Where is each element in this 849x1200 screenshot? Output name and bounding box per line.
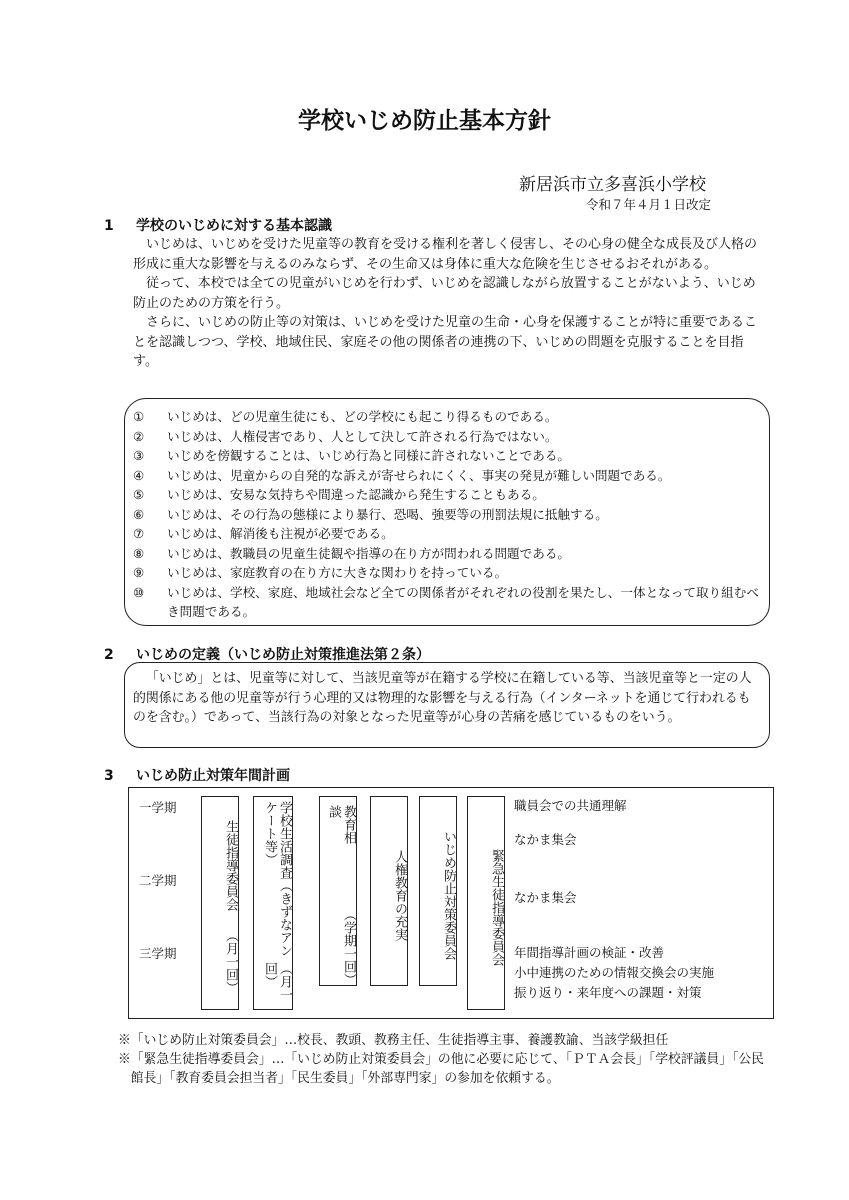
column-main: 人権教育の充実 <box>392 849 407 941</box>
activity-item: 振り返り・来年度への課題・対策 <box>514 985 702 1000</box>
list-item: ① いじめは、どの児童生徒にも、どの学校にも起こり得るものである。 <box>133 409 558 424</box>
section-number: 2 <box>104 647 114 663</box>
section-title: いじめ防止対策年間計画 <box>136 768 290 784</box>
term-label: 一学期 <box>139 800 177 815</box>
paragraph: いじめは、いじめを受けた児童等の教育を受ける権利を著しく侵害し、その心身の健全な成長及び人格の形成に重大な影響を与えるのみならず、その生命又は身体に重大な危険を生じさせるおそれがある。 <box>133 237 758 272</box>
column-sub: （月一回） <box>223 929 238 994</box>
plan-column <box>253 796 293 1010</box>
list-item: ② いじめは、人権侵害であり、人として決して許される行為ではない。 <box>133 428 558 444</box>
note: ※「緊急生徒指導委員会」…「いじめ防止対策委員会」の他に必要に応じて、「ＰＴＡ会長」「学校評議員」「公民館長」「教育委員会担当者」「民生委員」「外部専門家」の参加を依頼する。 <box>118 1052 764 1086</box>
principles-list <box>133 407 765 622</box>
plan-column <box>419 796 457 986</box>
section-1-heading <box>104 215 332 235</box>
plan-column <box>201 796 239 1010</box>
list-item: ⑨ いじめは、家庭教育の在り方に大きな関わりを持っている。 <box>133 565 508 580</box>
list-item: ⑥ いじめは、その行為の態様により暴行、恐喝、強要等の刑罰法規に抵触する。 <box>133 506 608 522</box>
term-label: 二学期 <box>139 873 177 888</box>
term-label: 三学期 <box>139 946 177 961</box>
definition-box <box>124 662 770 748</box>
paragraph: 従って、本校では全ての児童がいじめを行わず、いじめを認識しながら放置することがないよう、いじめ防止のための方策を行う。 <box>133 276 756 311</box>
section-title: 学校のいじめに対する基本認識 <box>136 218 332 234</box>
activity-item: なかま集会 <box>514 890 577 905</box>
note: ※「いじめ防止対策委員会」…校長、教頭、教務主任、生徒指導主事、養護教諭、当該学級担任 <box>118 1033 669 1048</box>
revision-date: 令和７年４月１日改定 <box>586 197 712 212</box>
school-name: 新居浜市立多喜浜小学校 <box>519 175 706 195</box>
section-3-heading <box>104 765 290 785</box>
plan-column <box>370 796 408 986</box>
list-item: ⑩ いじめは、学校、家庭、地域社会など全ての関係者がそれぞれの役割を果たし、一体となって取り組むべき問題である。 <box>133 584 759 619</box>
column-sub: （月一回） <box>262 961 292 1001</box>
page-title: 学校いじめ防止基本方針 <box>298 108 551 134</box>
plan-column <box>467 796 505 1010</box>
column-main: 教育相談 <box>326 805 356 844</box>
activity-item: 職員会での共通理解 <box>514 798 627 813</box>
paragraph: さらに、いじめの防止等の対策は、いじめを受けた児童の生命・心身を保護することが特に重要であることを認識しつつ、学校、地域住民、家庭その他の関係者の連携の下、いじめの問題を克服することを目指す。 <box>133 315 758 369</box>
section-1-body <box>133 235 761 372</box>
list-item: ⑦ いじめは、解消後も注視が必要である。 <box>133 526 394 541</box>
column-main: 学校生活調査（きずなアンケート等） <box>262 801 292 957</box>
column-main: 緊急生徒指導委員会 <box>489 848 504 966</box>
activity-item: 年間指導計画の検証・改善 <box>514 945 665 960</box>
plan-column <box>319 796 357 986</box>
section-number: 3 <box>104 768 114 784</box>
column-main: 生徒指導委員会 <box>223 820 238 911</box>
section-number: 1 <box>104 218 114 234</box>
section-title: いじめの定義（いじめ防止対策推進法第２条） <box>136 647 430 663</box>
list-item: ⑤ いじめは、安易な気持ちや間違った認識から発生することもある。 <box>133 487 545 502</box>
column-main: いじめ防止対策委員会 <box>441 830 456 960</box>
column-sub: （学期一回） <box>341 908 356 987</box>
definition-text: 「いじめ」とは、児童等に対して、当該児童等が在籍する学校に在籍している等、当該児童等と一定の人的関係にある他の児童等が行う心理的又は物理的な影響を与える行為（インターネットを通じて行われるものを含む。）であって、当該行為の対象となった児童等が心身の苦痛を感じているものをいう。 <box>133 671 752 725</box>
annual-plan-table <box>128 787 774 1019</box>
list-item: ④ いじめは、児童からの自発的な訴えが寄せられにくく、事実の発見が難しい問題である。 <box>133 467 671 483</box>
activity-item: なかま集会 <box>514 832 577 847</box>
list-item: ③ いじめを傍観することは、いじめ行為と同様に許されないことである。 <box>133 448 570 463</box>
principles-box <box>124 398 770 626</box>
section-2-heading <box>104 644 430 664</box>
activity-item: 小中連携のための情報交換会の実施 <box>514 965 715 980</box>
list-item: ⑧ いじめは、教職員の児童生徒観や指導の在り方が問われる問題である。 <box>133 545 570 561</box>
